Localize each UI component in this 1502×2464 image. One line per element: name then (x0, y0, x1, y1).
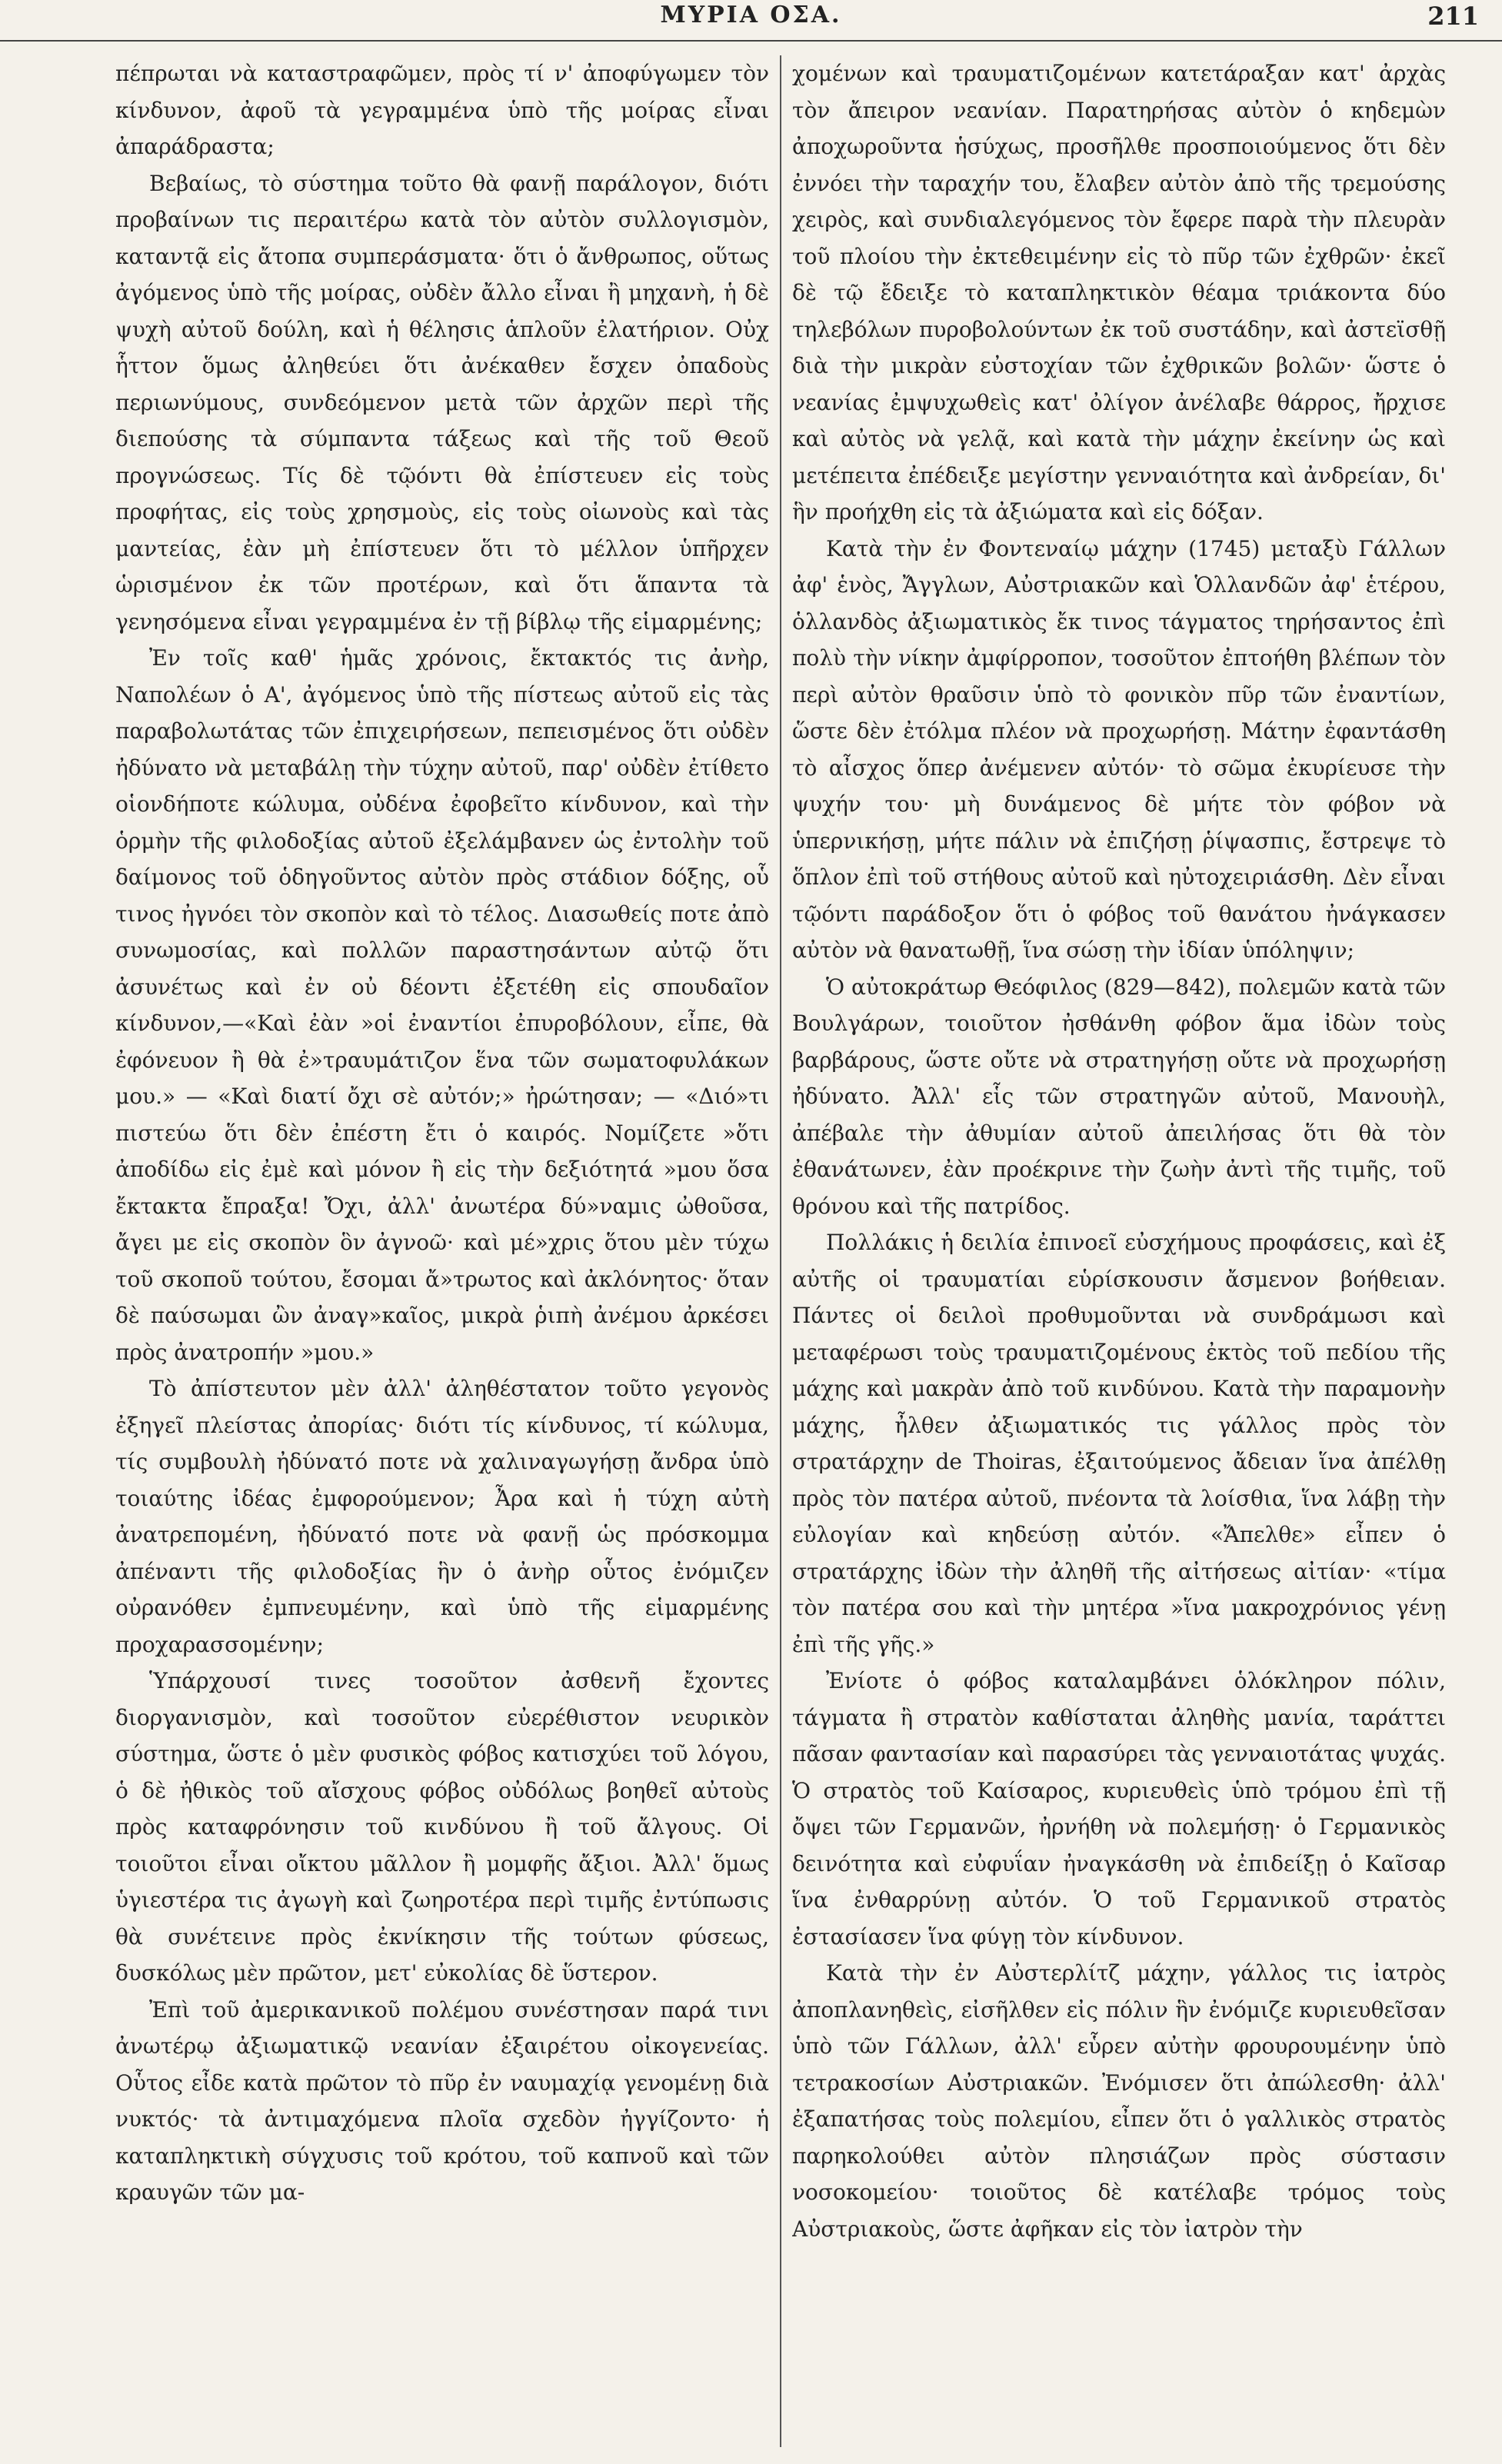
paragraph: Κατὰ τὴν ἐν Φοντεναίῳ μάχην (1745) μεταξὺ Γάλλων ἀφ' ἑνὸς, Ἄγγλων, Αὐστριακῶν καὶ Ὁλλανδῶν ἀφ' ἑτέρου, ὁλλανδὸς ἀξιωματικὸς ἔκ τινος τάγματος τηρήσαντος ἐπὶ πολὺ τὴν νίκην ἀμφίρροπον, τοσοῦτον ἐπτοήθη βλέπων τὸν περὶ αὐτὸν θραῦσιν ὑπὸ τὸ φονικὸν πῦρ τῶν ἐναντίων, ὥστε δὲν ἐτόλμα πλέον νὰ προχωρήσῃ. Μάτην ἐφαντάσθη τὸ αἶσχος ὅπερ ἀνέμενεν αὐτόν· τὸ σῶμα ἐκυρίευσε τὴν ψυχήν του· μὴ δυνάμενος δὲ μήτε τὸν φόβον νὰ ὑπερνικήσῃ, μήτε πάλιν νὰ ἐπιζήσῃ ῥίψασπις, ἔστρεψε τὸ ὅπλον ἐπὶ τοῦ στήθους αὐτοῦ καὶ ηὐτοχειριάσθη. Δὲν εἶναι τῷόντι παράδοξον ὅτι ὁ φόβος τοῦ θανάτου ἠνάγκασεν αὐτὸν νὰ θανατωθῇ, ἵνα σώσῃ τὴν ἰδίαν ὑπόληψιν; (792, 535, 1446, 963)
paragraph: Ἐν τοῖς καθ' ἡμᾶς χρόνοις, ἔκτακτός τις ἀνὴρ, Ναπολέων ὁ Α', ἀγόμενος ὑπὸ τῆς πίστεως αὐτοῦ εἰς τὰς παραβολωτάτας τῶν ἐπιχειρήσεων, πεπεισμένος ὅτι οὐδὲν ἠδύνατο νὰ μεταβάλῃ τὴν τύχην αὐτοῦ, παρ' οὐδὲν ἐτίθετο οἱονδήποτε κώλυμα, οὐδένα ἐφοβεῖτο κίνδυνον, καὶ τὴν ὁρμὴν τῆς φιλοδοξίας αὐτοῦ ἐξελάμβανεν ὡς ἐντολὴν τοῦ δαίμονος τοῦ ὁδηγοῦντος αὐτὸν πρὸς στάδιον δόξης, οὗ τινος ἠγνόει τὸν σκοπὸν καὶ τὸ τέλος. Διασωθείς ποτε ἀπὸ συνωμοσίας, καὶ πολλῶν παραστησάντων αὐτῷ ὅτι ἀσυνέτως καὶ ἐν οὐ δέοντι ἐξετέθη εἰς σπουδαῖον κίνδυνον,—«Καὶ ἐὰν »οἱ ἐναντίοι ἐπυροβόλουν, εἶπε, θὰ ἐφόνευον ἢ θὰ ἐ»τραυμάτιζον ἕνα τῶν σωματοφυλάκων μου.» — «Καὶ διατί ὄχι σὲ αὐτόν;» ἠρώτησαν; — «Διό»τι πιστεύω ὅτι δὲν ἐπέστη ἔτι ὁ καιρός. Νομίζετε »ὅτι ἀποδίδω εἰς ἐμὲ καὶ μόνον ἢ εἰς τὴν δεξιότητά »μου ὅσα ἔκτακτα ἔπραξα! Ὄχι, ἀλλ' ἀνωτέρα δύ»ναμις ὠθοῦσα, ἄγει με εἰς σκοπὸν ὃν ἀγνοῶ· καὶ μέ»χρις ὅτου μὲν τύχω τοῦ σκοποῦ τούτου, ἔσομαι ἄ»τρωτος καὶ ἀκλόνητος· ὅταν δὲ παύσωμαι ὢν ἀναγ»καῖος, μικρὰ ῥιπὴ ἀνέμου ἀρκέσει πρὸς ἀνατροπήν »μου.» (115, 645, 769, 1365)
paragraph: Κατὰ τὴν ἐν Αὐστερλίτζ μάχην, γάλλος τις ἰατρὸς ἀποπλανηθεὶς, εἰσῆλθεν εἰς πόλιν ἣν ἐνόμιζε κυριευθεῖσαν ὑπὸ τῶν Γάλλων, ἀλλ' εὗρεν αὐτὴν φρουρουμένην ὑπὸ τετρακοσίων Αὐστριακῶν. Ἐνόμισεν ὅτι ἀπώλεσθη· ἀλλ' ἐξαπατήσας τοὺς πολεμίου, εἶπεν ὅτι ὁ γαλλικὸς στρατὸς παρηκολούθει αὐτὸν πλησιάζων πρὸς σύστασιν νοσοκομείου· τοιοῦτος δὲ κατέλαβε τρόμος τοὺς Αὐστριακοὺς, ὥστε ἀφῆκαν εἰς τὸν ἰατρὸν τὴν (792, 1960, 1446, 2242)
paragraph: Τὸ ἀπίστευτον μὲν ἀλλ' ἀληθέστατον τοῦτο γεγονὸς ἐξηγεῖ πλείστας ἀπορίας· διότι τίς κίνδυνος, τί κώλυμα, τίς συμβουλὴ ἠδύνατό ποτε νὰ χαλιναγωγήσῃ ἄνδρα ὑπὸ τοιαύτης ἰδέας ἐμφορούμενον; Ἆρα καὶ ἡ τύχη αὐτὴ ἀνατρεπομένη, ἠδύνατό ποτε νὰ φανῇ ὡς πρόσκομμα ἀπέναντι τῆς φιλοδοξίας ἣν ὁ ἀνὴρ οὗτος ἐνόμιζεν οὐρανόθεν ἐμπνευμένην, καὶ ὑπὸ τῆς εἱμαρμένης προχαρασσομένην; (115, 1376, 769, 1657)
paragraph: Ἐπὶ τοῦ ἀμερικανικοῦ πολέμου συνέστησαν παρά τινι ἀνωτέρῳ ἀξιωματικῷ νεανίαν ἐξαιρέτου οἰκογενείας. Οὗτος εἶδε κατὰ πρῶτον τὸ πῦρ ἐν ναυμαχίᾳ γενομένῃ διὰ νυκτός· τὰ ἀντιμαχόμενα πλοῖα σχεδὸν ἠγγίζοντο· ἡ καταπληκτικὴ σύγχυσις τοῦ κρότου, τοῦ καπνοῦ καὶ τῶν κραυγῶν τῶν μα- (115, 1996, 769, 2205)
page-header (0, 0, 1502, 42)
paragraph: Ἐνίοτε ὁ φόβος καταλαμβάνει ὁλόκληρον πόλιν, τάγματα ἢ στρατὸν καθίσταται ἀληθὴς μανία, ταράττει πᾶσαν φαντασίαν καὶ παρασύρει τὰς γενναιοτάτας ψυχάς. Ὁ στρατὸς τοῦ Καίσαρος, κυριευθεὶς ὑπὸ τρόμου ἐπὶ τῇ ὄψει τῶν Γερμανῶν, ἠρνήθη νὰ πολεμήσῃ· ὁ Γερμανικὸς δεινότητα καὶ εὐφυΐαν ἠναγκάσθη νὰ ἐπιδείξῃ ὁ Καῖσαρ ἵνα ἐνθαρρύνῃ αὐτόν. Ὁ τοῦ Γερμανικοῦ στρατὸς ἐστασίασεν ἵνα φύγῃ τὸν κίνδυνον. (792, 1668, 1446, 1950)
paragraph: χομένων καὶ τραυματιζομένων κατετάραξαν κατ' ἀρχὰς τὸν ἄπειρον νεανίαν. Παρατηρήσας αὐτὸν ὁ κηδεμὼν ἀποχωροῦντα ἡσύχως, προσῆλθε προσποιούμενος ὅτι δὲν ἐννόει τὴν ταραχήν του, ἔλαβεν αὐτὸν ἀπὸ τῆς τρεμούσης χειρὸς, καὶ συνδιαλεγόμενος τὸν ἔφερε παρὰ τὴν πλευρὰν τοῦ πλοίου τὴν ἐκτεθειμένην εἰς τὸ πῦρ τῶν ἐχθρῶν· ἐκεῖ δὲ τῷ ἔδειξε τὸ καταπληκτικὸν θέαμα τριάκοντα δύο τηλεβόλων πυροβολούντων ἐκ τοῦ συστάδην, καὶ ἀστεϊσθῇ διὰ τὴν μικρὰν εὐστοχίαν τῶν ἐχθρικῶν βολῶν· ὥστε ὁ νεανίας ἐμψυχωθεὶς κατ' ὀλίγον ἀνέλαβε θάρρος, ἤρχισε καὶ αὐτὸς νὰ γελᾷ, καὶ κατὰ τὴν μάχην ἐκείνην ὡς καὶ μετέπειτα ἐπέδειξε μεγίστην γενναιότητα καὶ ἀνδρείαν, δι' ἣν προήχθη εἰς τὰ ἀξιώματα καὶ εἰς δόξαν. (792, 61, 1446, 524)
column-divider (780, 55, 781, 2447)
left-column (115, 55, 769, 2447)
page-number: 211 (1427, 2, 1479, 31)
paragraph: Ὁ αὐτοκράτωρ Θεόφιλος (829—842), πολεμῶν κατὰ τῶν Βουλγάρων, τοιοῦτον ἠσθάνθη φόβον ἅμα ἰδὼν τοὺς βαρβάρους, ὥστε οὔτε νὰ στρατηγήσῃ οὔτε νὰ προχωρήσῃ ἠδύνατο. Ἀλλ' εἷς τῶν στρατηγῶν αὐτοῦ, Μανουὴλ, ἀπέβαλε τὴν ἀθυμίαν αὐτοῦ ἀπειλήσας ὅτι θὰ τὸν ἐθανάτωνεν, ἐὰν προέκρινε τὴν ζωὴν ἀντὶ τῆς τιμῆς, τοῦ θρόνου καὶ τῆς πατρίδος. (792, 974, 1446, 1219)
right-column (792, 55, 1446, 2447)
paragraph: Βεβαίως, τὸ σύστημα τοῦτο θὰ φανῇ παράλογον, διότι προβαίνων τις περαιτέρω κατὰ τὸν αὐτὸν συλλογισμὸν, καταντᾷ εἰς ἄτοπα συμπεράσματα· ὅτι ὁ ἄνθρωπος, οὕτως ἀγόμενος ὑπὸ τῆς μοίρας, οὐδὲν ἄλλο εἶναι ἢ μηχανὴ, ἡ δὲ ψυχὴ αὐτοῦ δούλη, καὶ ἡ θέλησις ἁπλοῦν ἐλατήριον. Οὐχ ἧττον ὅμως ἀληθεύει ὅτι ἀνέκαθεν ἔσχεν ὀπαδοὺς περιωνύμους, συνδεόμενον μετὰ τῶν ἀρχῶν περὶ τῆς διεπούσης τὰ σύμπαντα τάξεως καὶ τῆς τοῦ Θεοῦ προγνώσεως. Τίς δὲ τῷόντι θὰ ἐπίστευεν εἰς τοὺς προφήτας, εἰς τοὺς χρησμοὺς, εἰς τοὺς οἰωνοὺς καὶ τὰς μαντείας, ἐὰν μὴ ἐπίστευεν ὅτι τὸ μέλλον ὑπῆρχεν ὡρισμένον ἐκ τῶν προτέρων, καὶ ὅτι ἅπαντα τὰ γενησόμενα εἶναι γεγραμμένα ἐν τῇ βίβλῳ τῆς εἱμαρμένης; (115, 170, 769, 634)
paragraph: Πολλάκις ἡ δειλία ἐπινοεῖ εὐσχήμους προφάσεις, καὶ ἐξ αὐτῆς οἱ τραυματίαι εὑρίσκουσιν ἄσμενον βοήθειαν. Πάντες οἱ δειλοὶ προθυμοῦνται νὰ συνδράμωσι καὶ μεταφέρωσι τοὺς τραυματιζομένους ἐκτὸς τοῦ πεδίου τῆς μάχης καὶ μακρὰν ἀπὸ τοῦ κινδύνου. Κατὰ τὴν παραμονὴν μάχης, ἦλθεν ἀξιωματικός τις γάλλος πρὸς τὸν στρατάρχην de Thoiras, ἐξαιτούμενος ἄδειαν ἵνα ἀπέλθῃ πρὸς τὸν πατέρα αὐτοῦ, πνέοντα τὰ λοίσθια, ἵνα λάβῃ τὴν εὐλογίαν καὶ κηδεύσῃ αὐτόν. «Ἄπελθε» εἶπεν ὁ στρατάρχης ἰδὼν τὴν ἀληθῆ τῆς αἰτήσεως αἰτίαν· «τίμα τὸν πατέρα σου καὶ τὴν μητέρα »ἵνα μακροχρόνιος γένῃ ἐπὶ τῆς γῆς.» (792, 1230, 1446, 1657)
paragraph: Ὑπάρχουσί τινες τοσοῦτον ἀσθενῆ ἔχοντες διοργανισμὸν, καὶ τοσοῦτον εὐερέθιστον νευρικὸν σύστημα, ὥστε ὁ μὲν φυσικὸς φόβος κατισχύει τοῦ λόγου, ὁ δὲ ἠθικὸς τοῦ αἴσχους φόβος οὐδόλως βοηθεῖ αὐτοὺς πρὸς καταφρόνησιν τοῦ κινδύνου ἢ τοῦ ἄλγους. Οἱ τοιοῦτοι εἶναι οἴκτου μᾶλλον ἢ μομφῆς ἄξιοι. Ἀλλ' ὅμως ὑγιεστέρα τις ἀγωγὴ καὶ ζωηροτέρα περὶ τιμῆς ἐντύπωσις θὰ συνέτεινε πρὸς ἐκνίκησιν τῆς τούτων φύσεως, δυσκόλως μὲν πρῶτον, μετ' εὐκολίας δὲ ὕστερον. (115, 1668, 769, 1986)
text-columns (115, 55, 1446, 2447)
running-title: ΜΥΡΙΑ ΟΣΑ. (660, 2, 842, 28)
paragraph: πέπρωται νὰ καταστραφῶμεν, πρὸς τί ν' ἀποφύγωμεν τὸν κίνδυνον, ἀφοῦ τὰ γεγραμμένα ὑπὸ τῆς μοίρας εἶναι ἀπαράδραστα; (115, 61, 769, 159)
